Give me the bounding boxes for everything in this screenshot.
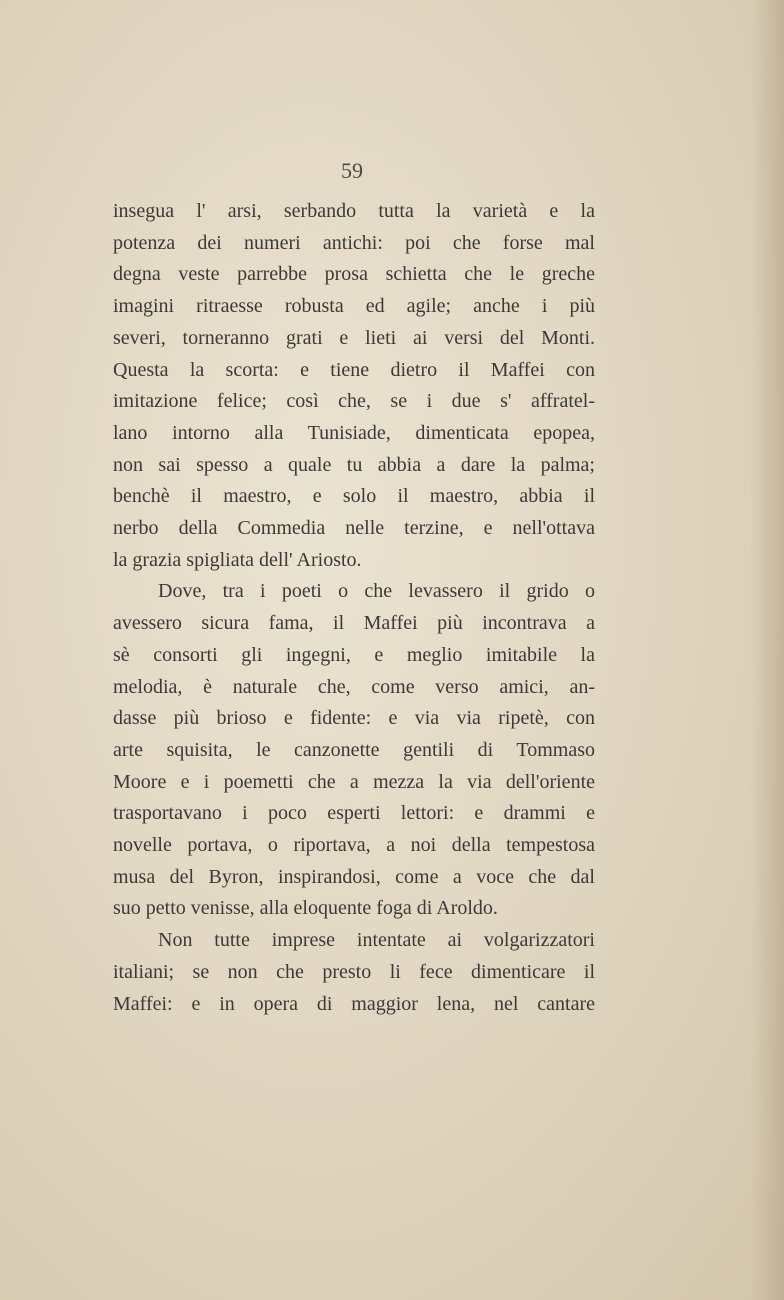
text-line: degna veste parrebbe prosa schietta che le greche xyxy=(113,263,595,286)
text-body xyxy=(113,196,595,1020)
text-line: nerbo della Commedia nelle terzine, e nell'ottava xyxy=(113,517,595,540)
text-line: Maffei: e in opera di maggior lena, nel cantare xyxy=(113,992,595,1015)
text-line: severi, torneranno grati e lieti ai versi del Monti. xyxy=(113,326,595,349)
text-line: Questa la scorta: e tiene dietro il Maffei con xyxy=(113,358,595,381)
text-line: sè consorti gli ingegni, e meglio imitabile la xyxy=(113,643,595,666)
text-line: non sai spesso a quale tu abbia a dare la palma; xyxy=(113,453,595,476)
page-number: 59 xyxy=(341,158,363,183)
text-line: Moore e i poemetti che a mezza la via dell'oriente xyxy=(113,770,595,793)
text-line: arte squisita, le canzonette gentili di Tommaso xyxy=(113,738,595,761)
paragraph-start-line: Dove, tra i poeti o che levassero il grido o xyxy=(158,580,595,603)
text-line: la grazia spigliata dell' Ariosto. xyxy=(113,548,362,571)
text-line: dasse più brioso e fidente: e via via ripetè, con xyxy=(113,707,595,730)
text-line: suo petto venisse, alla eloquente foga di Aroldo. xyxy=(113,897,498,920)
text-line: benchè il maestro, e solo il maestro, abbia il xyxy=(113,485,595,508)
text-line: avessero sicura fama, il Maffei più incontrava a xyxy=(113,612,595,635)
paragraph-start-line: Non tutte imprese intentate ai volgarizzatori xyxy=(158,929,595,952)
text-line: italiani; se non che presto li fece dimenticare il xyxy=(113,960,595,983)
text-line: imitazione felice; così che, se i due s' affratel- xyxy=(113,390,595,413)
text-line: potenza dei numeri antichi: poi che forse mal xyxy=(113,231,595,254)
text-line: musa del Byron, inspirandosi, come a voce che dal xyxy=(113,865,595,888)
text-line: lano intorno alla Tunisiade, dimenticata epopea, xyxy=(113,421,595,444)
page-edge-shadow xyxy=(750,0,784,1300)
text-line: imagini ritraesse robusta ed agile; anche i più xyxy=(113,295,595,318)
text-line: novelle portava, o riportava, a noi della tempestosa xyxy=(113,834,595,857)
text-line: melodia, è naturale che, come verso amici, an- xyxy=(113,675,595,698)
text-line: trasportavano i poco esperti lettori: e drammi e xyxy=(113,802,595,825)
text-line: insegua l' arsi, serbando tutta la varietà e la xyxy=(113,200,595,222)
